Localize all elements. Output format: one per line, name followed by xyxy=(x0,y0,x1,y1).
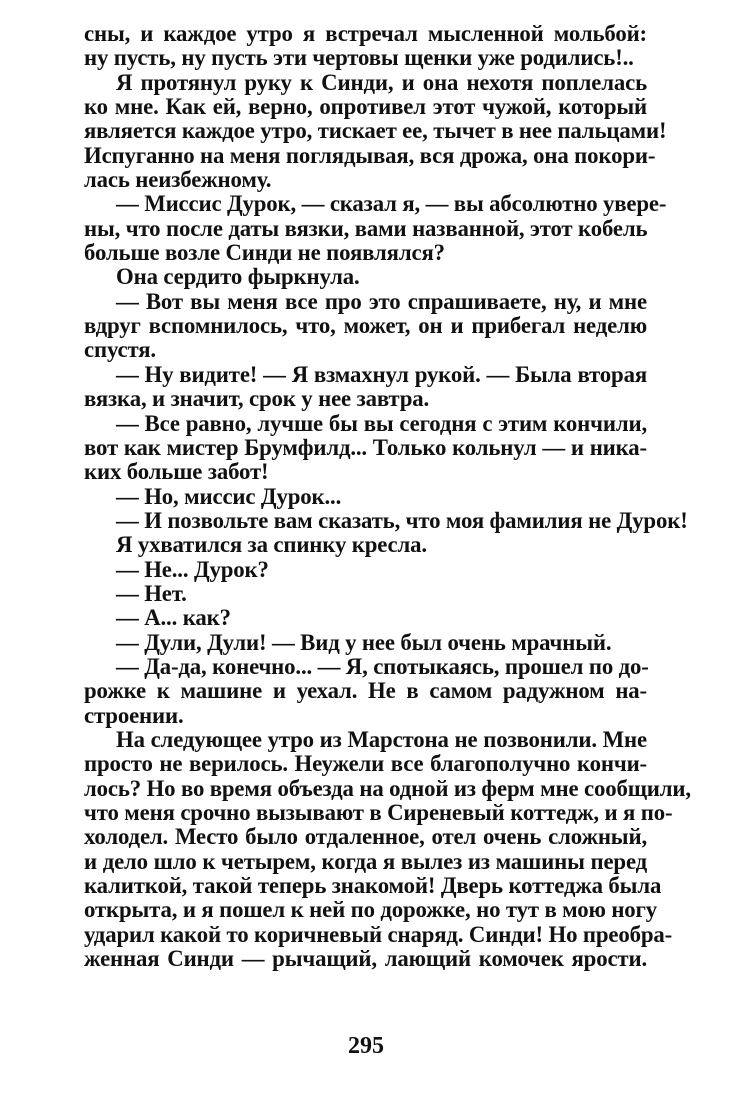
text-line: — Да-да, конечно... — Я, спотыкаясь, прошел по до- xyxy=(116,653,649,679)
text-line: ких больше забот! xyxy=(84,459,269,485)
text-line: Испуганно на меня поглядывая, вся дрожа, она покори- xyxy=(84,142,656,168)
text-line: лась неизбежному. xyxy=(84,167,272,193)
text-line: что меня срочно вызывают в Сиреневый коттедж, и я по- xyxy=(84,800,673,825)
text-line: открыта, и я пошел к ней по дорожке, но тут в мою ногу xyxy=(84,897,658,923)
text-line: — Все равно, лучше бы вы сегодня с этим кончили, xyxy=(116,410,647,436)
text-line: Она сердито фыркнула. xyxy=(116,264,360,290)
text-line: — Миссис Дурок, — сказал я, — вы абсолютно увере- xyxy=(116,191,667,217)
text-line: и дело шло к четырем, когда я вылез из машины перед xyxy=(84,848,647,874)
text-line: — Нет. xyxy=(116,580,187,606)
page-number: 295 xyxy=(348,1033,384,1059)
text-line: лось? Но во время объезда на одной из ферм мне сообщили, xyxy=(84,775,691,801)
text-line: спустя. xyxy=(84,337,156,363)
text-line: — И позвольте вам сказать, что моя фамилия не Дурок! xyxy=(116,507,688,533)
text-line: рожке к машине и уехал. Не в самом радужном на- xyxy=(84,678,647,704)
text-line: — Дули, Дули! — Вид у нее был очень мрачный. xyxy=(116,629,612,655)
text-line: — Ну видите! — Я взмахнул рукой. — Была вторая xyxy=(116,361,647,387)
text-line: Я протянул руку к Синди, и она нехотя поплелась xyxy=(116,69,647,95)
text-line: просто не верилось. Неужели все благополучно кончи- xyxy=(84,751,647,777)
text-line: — Но, миссис Дурок... xyxy=(116,483,342,509)
text-line: — Не... Дурок? xyxy=(116,556,269,582)
text-line: больше возле Синди не появлялся? xyxy=(84,240,445,266)
body-text xyxy=(84,21,691,972)
text-line: сны, и каждое утро я встречал мысленной мольбой: xyxy=(84,21,647,46)
text-line: — Вот вы меня все про это спрашиваете, ну, и мне xyxy=(116,288,647,314)
text-line: ударил какой то коричневый снаряд. Синди! Но преобра- xyxy=(84,921,673,947)
text-line: женная Синди — рычащий, лающий комочек ярости. xyxy=(84,946,647,972)
text-line: Я ухватился за спинку кресла. xyxy=(116,532,427,558)
text-line: является каждое утро, тискает ее, тычет в нее пальцами! xyxy=(84,118,667,144)
text-line: вот как мистер Брумфилд... Только кольнул — и ника- xyxy=(84,434,647,460)
text-line: строении. xyxy=(84,702,184,728)
text-line: холодел. Место было отдаленное, отел очень сложный, xyxy=(84,824,647,850)
text-line: — А... как? xyxy=(116,605,231,631)
text-line: ко мне. Как ей, верно, опротивел этот чужой, который xyxy=(84,94,647,120)
text-line: На следующее утро из Марстона не позвонили. Мне xyxy=(116,726,647,752)
text-line: ны, что после даты вязки, вами названной, этот кобель xyxy=(84,215,648,241)
text-line: ну пусть, ну пусть эти чертовы щенки уже родились!.. xyxy=(84,45,634,71)
text-line: вязка, и значит, срок у нее завтра. xyxy=(84,386,430,412)
text-line: калиткой, такой теперь знакомой! Дверь коттеджа была xyxy=(84,873,662,899)
text-line: вдруг вспомнилось, что, может, он и прибегал неделю xyxy=(84,313,647,339)
